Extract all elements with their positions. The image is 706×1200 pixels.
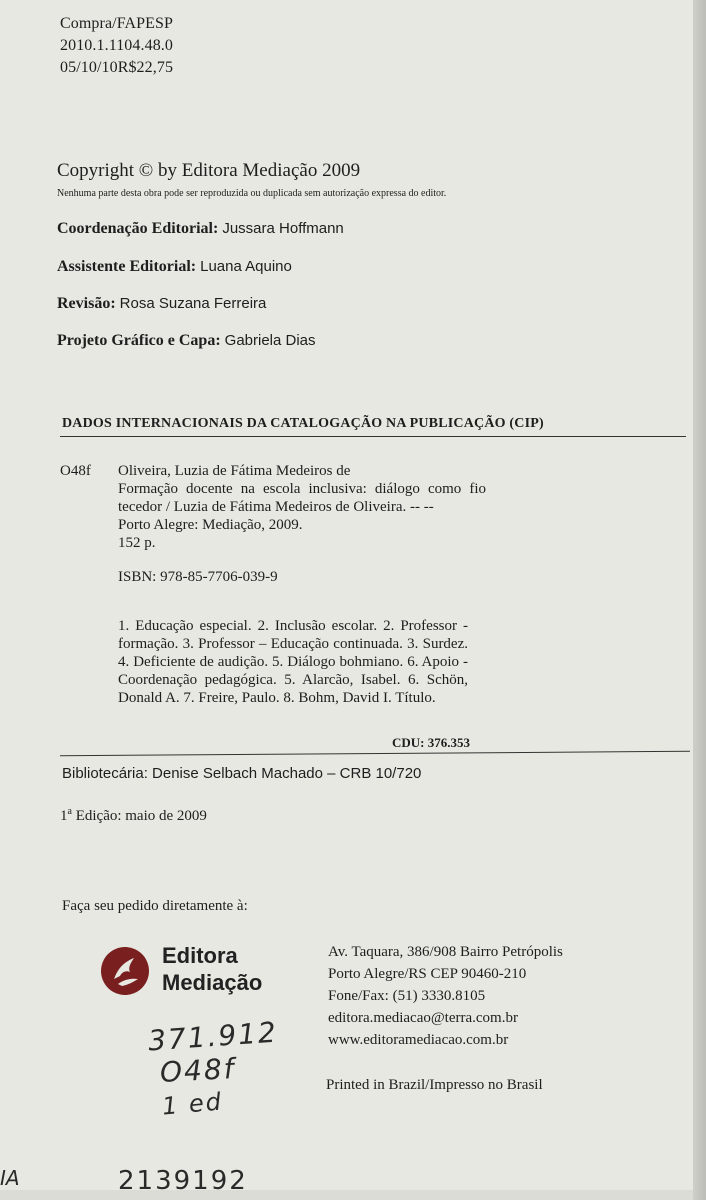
cip-subject-line: 4. Deficiente de audição. 5. Diálogo bohmiano. 6. Apoio -	[118, 654, 468, 670]
handwritten-margin-mark: IA	[0, 1166, 20, 1190]
address-line: editora.mediacao@terra.com.br	[328, 1010, 518, 1026]
copyright-line: Copyright © by Editora Mediação 2009	[57, 160, 361, 181]
cip-isbn: ISBN: 978-85-7706-039-9	[118, 569, 278, 585]
credit-design	[57, 332, 316, 350]
cip-cdu: CDU: 376.353	[392, 735, 470, 750]
cip-subject-line: 1. Educação especial. 2. Inclusão escolar. 2. Professor -	[118, 618, 468, 634]
edition-number: 1	[60, 808, 68, 824]
cip-top-rule	[60, 436, 686, 437]
rights-notice: Nenhuma parte desta obra pode ser reproduzida ou duplicada sem autorização expressa do editor.	[57, 188, 447, 199]
stamp-line-1: Compra/FAPESP	[60, 15, 174, 32]
edition-line	[60, 806, 207, 825]
handwritten-cutter: O48f	[159, 1052, 237, 1089]
edition-text: Edição: maio de 2009	[71, 808, 207, 824]
cip-title: DADOS INTERNACIONAIS DA CATALOGAÇÃO NA PUBLICAÇÃO (CIP)	[62, 416, 544, 431]
handwritten-edition: 1 ed	[160, 1087, 225, 1121]
credit-role: Revisão:	[57, 295, 116, 312]
cip-description-line: tecedor / Luzia de Fátima Medeiros de Oliveira. -- --	[118, 499, 434, 515]
edition-ordinal: a	[67, 806, 72, 817]
address-line: Av. Taquara, 386/908 Bairro Petrópolis	[328, 944, 563, 960]
page-edge	[693, 0, 706, 1200]
credit-role: Coordenação Editorial:	[57, 220, 219, 237]
cip-description-line: 152 p.	[118, 535, 156, 551]
cip-author: Oliveira, Luzia de Fátima Medeiros de	[118, 463, 351, 479]
printed-in: Printed in Brazil/Impresso no Brasil	[326, 1077, 543, 1093]
logo-line-2: Mediação	[162, 970, 263, 995]
credit-name: Jussara Hoffmann	[222, 220, 344, 237]
order-prompt: Faça seu pedido diretamente à:	[62, 898, 248, 914]
credit-revision	[57, 295, 266, 313]
credit-role: Assistente Editorial:	[57, 258, 197, 275]
cip-description-line: Porto Alegre: Mediação, 2009.	[118, 517, 303, 533]
address-line: www.editoramediacao.com.br	[328, 1032, 509, 1048]
credit-assistant	[57, 258, 292, 276]
cip-subject-line: Coordenação pedagógica. 5. Alarcão, Isabel. 6. Schön,	[118, 672, 468, 688]
cip-subject-line: Donald A. 7. Freire, Paulo. 8. Bohm, David I. Título.	[118, 690, 436, 706]
credit-role: Projeto Gráfico e Capa:	[57, 332, 221, 349]
credit-coordination	[57, 220, 344, 238]
stamp-line-3: 05/10/10R$22,75	[60, 59, 174, 76]
publisher-logo-icon	[100, 946, 150, 996]
address-line: Fone/Fax: (51) 3330.8105	[328, 988, 486, 1004]
librarian: Bibliotecária: Denise Selbach Machado – CRB 10/720	[62, 765, 422, 782]
handwritten-call-number: 371.912	[147, 1015, 279, 1058]
address-line: Porto Alegre/RS CEP 90460-210	[328, 966, 527, 982]
handwritten-accession-number: 2139192	[118, 1166, 248, 1196]
credit-name: Gabriela Dias	[224, 332, 316, 349]
logo-line-1: Editora	[162, 943, 238, 968]
credit-name: Rosa Suzana Ferreira	[119, 295, 267, 312]
cip-subject-line: formação. 3. Professor – Educação continuada. 3. Surdez.	[118, 636, 468, 652]
publisher-logo-text	[162, 942, 262, 996]
stamp-line-2: 2010.1.1104.48.0	[60, 37, 174, 54]
cip-description	[118, 480, 486, 552]
acquisition-stamp	[60, 13, 173, 79]
cip-cutter-code: O48f	[60, 463, 91, 479]
cip-description-line: Formação docente na escola inclusiva: diálogo como fio	[118, 481, 486, 497]
cip-subjects	[118, 617, 468, 707]
credit-name: Luana Aquino	[200, 258, 292, 275]
publisher-address	[328, 941, 563, 1051]
